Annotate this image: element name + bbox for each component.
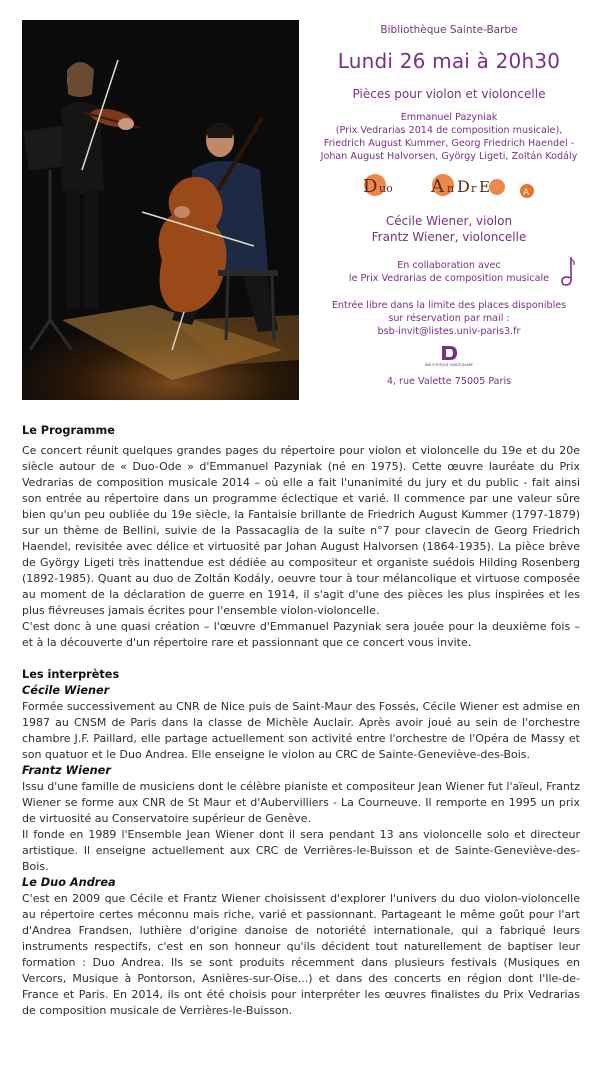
access-line: Entrée libre dans la limite des places disponibles xyxy=(331,300,567,311)
composers-list xyxy=(318,111,580,163)
svg-text:A: A xyxy=(431,176,444,197)
flyer-info xyxy=(318,20,580,387)
library-logo-text: BIBLIOTHÈQUE SAINTE-BARBE xyxy=(424,363,474,367)
vedrarias-note-icon xyxy=(562,255,576,291)
svg-text:r: r xyxy=(471,182,477,195)
library-logo xyxy=(424,344,474,368)
svg-text:n: n xyxy=(447,182,455,195)
cecile-paragraph: Formée successivement au CNR de Nice puis de Saint-Maur des Fossés, Cécile Wiener est admise en 1987 au CNSM de Paris dans la classe de Michèle Auclair. Après avoir joué au sein de l'orchestre chambre J.F. Paillard, elle partage actuellement son activité entre l'orchestre de l'Opéra de Massy et son quatuor et le Duo Andrea. Elle enseigne le violon au CRC de Sainte-Geneviève-des-Bois. xyxy=(22,700,580,761)
interpretes-heading: Les interprètes xyxy=(22,668,120,681)
collaboration-line: En collaboration avec xyxy=(397,260,501,271)
concert-photo xyxy=(22,20,299,400)
composer-line: Friedrich August Kummer, Georg Friedrich Haendel - xyxy=(323,138,575,149)
venue: Bibliothèque Sainte-Barbe xyxy=(380,24,518,36)
performer-frantz: Frantz Wiener, violoncelle xyxy=(371,230,527,244)
programme-paragraph: C'est donc à une quasi création – l'œuvre d'Emmanuel Pazyniak sera jouée pour la deuxième fois – et à la découverte d'un répertoire rare et passionnant que ce concert vous invite. xyxy=(22,620,580,649)
address: 4, rue Valette 75005 Paris xyxy=(386,376,512,387)
composer-line: Johan August Halvorsen, György Ligeti, Zoltán Kodály xyxy=(320,151,578,162)
svg-text:uo: uo xyxy=(379,182,393,195)
frantz-paragraph: Issu d'une famille de musiciens dont le célèbre pianiste et compositeur Jean Wiener fut l'aïeul, Frantz Wiener se forme aux CNR de St Maur et d'Aubervilliers - La Courneuve. Il remporte en 1995 un prix de virtuosité au Conservatoire supérieur de Genève. xyxy=(22,780,580,825)
programme-paragraph: Ce concert réunit quelques grandes pages du répertoire pour violon et violoncelle du 19e et du 20e siècle autour de « Duo-Ode » d'Emmanuel Pazyniak (né en 1975). Cette œuvre lauréate du Prix Vedrarias de composition musicale 2014 – où elle a fait l'unanimité du jury et du public - fait ainsi son entrée au répertoire dans un programme éclectique et varié. Il commence par une valeur sûre bien qu'un peu oubliée du 19e siècle, la Fantaisie brillante de Friedrich August Kummer (1797-1879) sur un thème de Bellini, suivie de la Passacaglia de la suite n°7 pour clavecin de Georg Friedrich Haendel, revisitée avec délice et virtuosité par Johan August Halvorsen (1864-1935). La pièce brève de György Ligeti très inattendue est dédiée au compositeur et organiste suédois Hilding Rosenberg (1892-1985). Quant au duo de Zoltán Kodály, oeuvre tour à tour mélancolique et virtuose composée au moment de la déclaration de guerre en 1914, il s'agit d'une des pièces les plus inspirées et les plus fiévreuses jamais écrites pour l'ensemble violon-violoncelle. xyxy=(22,444,580,617)
access-info xyxy=(318,299,580,338)
collaboration-line: le Prix Vedrarias de composition musicale xyxy=(348,273,550,284)
duo-paragraph: C'est en 2009 que Cécile et Frantz Wiener choisissent d'explorer l'univers du duo violon-violoncelle au répertoire certes méconnu mais riche, varié et passionnant. Partageant le même goût pour l'art d'Andrea Frandsen, luthière d'origine danoise de notoriété internationale, qui a fabriqué leurs instruments respectifs, c'est en son honneur qu'ils décident tout naturellement de baptiser leur formation : Duo Andrea. Ils se sont produits récemment dans plusieurs festivals (Musiques en Vercors, Musique à Pontorson, Asnières-sur-Oise...) et dans des concerts en région dont l'Ile-de-France et Paris. En 2014, ils ont été choisis pour interpréter les œuvres finalistes du Prix Vedrarias de composition musicale de Verrières-le-Buisson. xyxy=(22,892,580,1017)
concert-subtitle: Pièces pour violon et violoncelle xyxy=(352,87,546,101)
composer-line: Emmanuel Pazyniak xyxy=(400,112,498,123)
concert-date: Lundi 26 mai à 20h30 xyxy=(337,49,561,73)
duo-heading: Le Duo Andrea xyxy=(22,876,116,889)
frantz-heading: Frantz Wiener xyxy=(22,764,111,777)
reservation-email[interactable]: bsb-invit@listes.univ-paris3.fr xyxy=(377,326,521,337)
frantz-paragraph: Il fonde en 1989 l'Ensemble Jean Wiener dont il sera pendant 13 ans violoncelle solo et directeur artistique. Il enseigne actuellement aux CRC de Verrières-le-Buisson et de Sainte-Geneviève-des-Bois. xyxy=(22,828,580,873)
svg-text:E: E xyxy=(479,178,490,196)
programme-heading: Le Programme xyxy=(22,424,115,437)
svg-text:D: D xyxy=(457,177,470,196)
performer-cecile: Cécile Wiener, violon xyxy=(385,214,513,228)
svg-text:A: A xyxy=(523,188,530,198)
article-body xyxy=(22,423,580,1019)
cecile-heading: Cécile Wiener xyxy=(22,684,110,697)
collaboration xyxy=(318,259,580,285)
composer-line: (Prix Vedrarias 2014 de composition musicale), xyxy=(335,125,563,136)
duo-andrea-logo xyxy=(349,171,549,201)
performers xyxy=(318,213,580,245)
svg-text:D: D xyxy=(363,176,378,197)
access-line: sur réservation par mail : xyxy=(388,313,510,324)
